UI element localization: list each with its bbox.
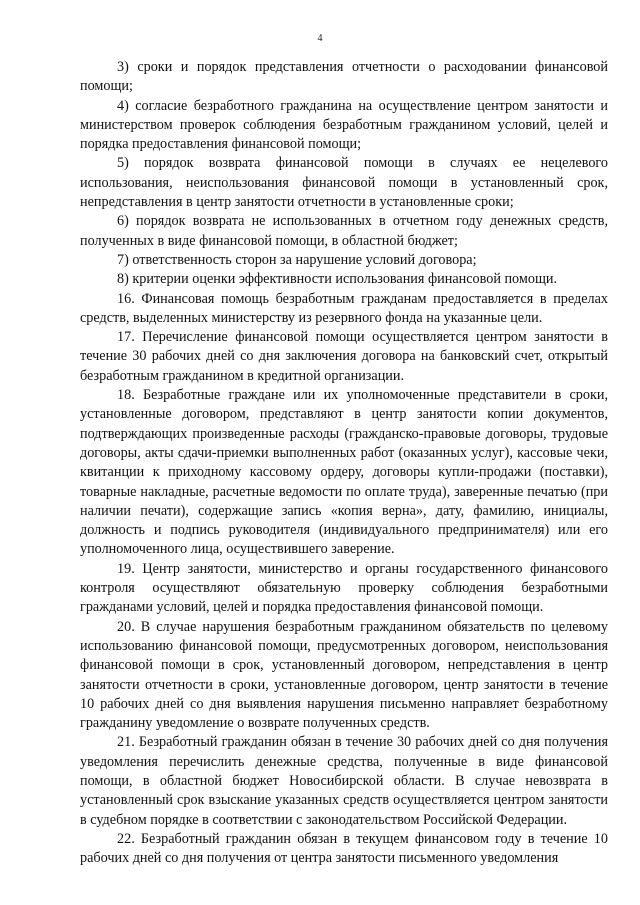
paragraph-17: 17. Перечисление финансовой помощи осуществляется центром занятости в течение 30 рабочих дней со дня заключения договора на банковский счет, открытый безработным гражданином в кредитной организации. [80, 329, 608, 384]
paragraph-22: 22. Безработный гражданин обязан в текущем финансовом году в течение 10 рабочих дней со дня получения от центра занятости письменного уведомления [80, 830, 608, 867]
paragraph-16: 16. Финансовая помощь безработным гражданам предоставляется в пределах средств, выделенных министерству из резервного фонда на указанные цели. [80, 290, 608, 326]
paragraph-item-4: 4) согласие безработного гражданина на осуществление центром занятости и министерством проверок соблюдения безработным гражданином условий, целей и порядка предоставления финансовой помощи; [80, 97, 608, 153]
paragraph-item-3: 3) сроки и порядок представления отчетности о расходовании финансовой помощи; [80, 59, 608, 95]
paragraph-item-5: 5) порядок возврата финансовой помощи в случаях ее нецелевого использования, неиспользования финансовой помощи в установленный срок, непредставления в центр занятости отчетности в установленные сроки; [80, 155, 608, 211]
document-body [80, 58, 608, 868]
paragraph-item-7: 7) ответственность сторон за нарушение условий договора; [117, 251, 477, 268]
page-number: 4 [317, 33, 323, 44]
paragraph-20: 20. В случае нарушения безработным гражданином обязательств по целевому использованию финансовой помощи, предусмотренных договором, неиспользования финансовой помощи в срок, установленный договором, непредставления в центр занятости отчетности в сроки, установленные договором, центр занятости в течение 10 рабочих дней со дня выявления нарушения письменно направляет безработному гражданину уведомление о возврате полученных средств. [80, 618, 608, 732]
paragraph-21: 21. Безработный гражданин обязан в течение 30 рабочих дней со дня получения уведомления перечислить денежные средства, полученные в виде финансовой помощи, в областной бюджет Новосибирской области. В случае невозврата в установленный срок взыскание указанных средств осуществляется центром занятости в судебном порядке в соответствии с законодательством Российской Федерации. [80, 734, 608, 828]
paragraph-item-8: 8) критерии оценки эффективности использования финансовой помощи. [117, 271, 558, 288]
paragraph-18: 18. Безработные граждане или их уполномоченные представители в сроки, установленные договором, представляют в центр занятости копии документов, подтверждающих произведенные расходы (гражданско-правовые договоры, трудовые договоры, акты сдачи-приемки выполненных работ (оказанных услуг), кассовые чеки, квитанции к приходному кассовому ордеру, договоры купли-продажи (поставки), товарные накладные, расчетные ведомости по оплате труда), заверенные печатью (при наличии печати), содержащие запись «копия верна», дату, фамилию, инициалы, должность и подпись руководителя (индивидуального предпринимателя) или его уполномоченного лица, осуществившего заверение. [80, 387, 608, 558]
paragraph-item-6: 6) порядок возврата не использованных в отчетном году денежных средств, полученных в виде финансовой помощи, в областной бюджет; [80, 213, 608, 249]
paragraph-19: 19. Центр занятости, министерство и органы государственного финансового контроля осуществляют обязательную проверку соблюдения безработными гражданами условий, целей и порядка предоставления финансовой помощи. [80, 560, 608, 616]
